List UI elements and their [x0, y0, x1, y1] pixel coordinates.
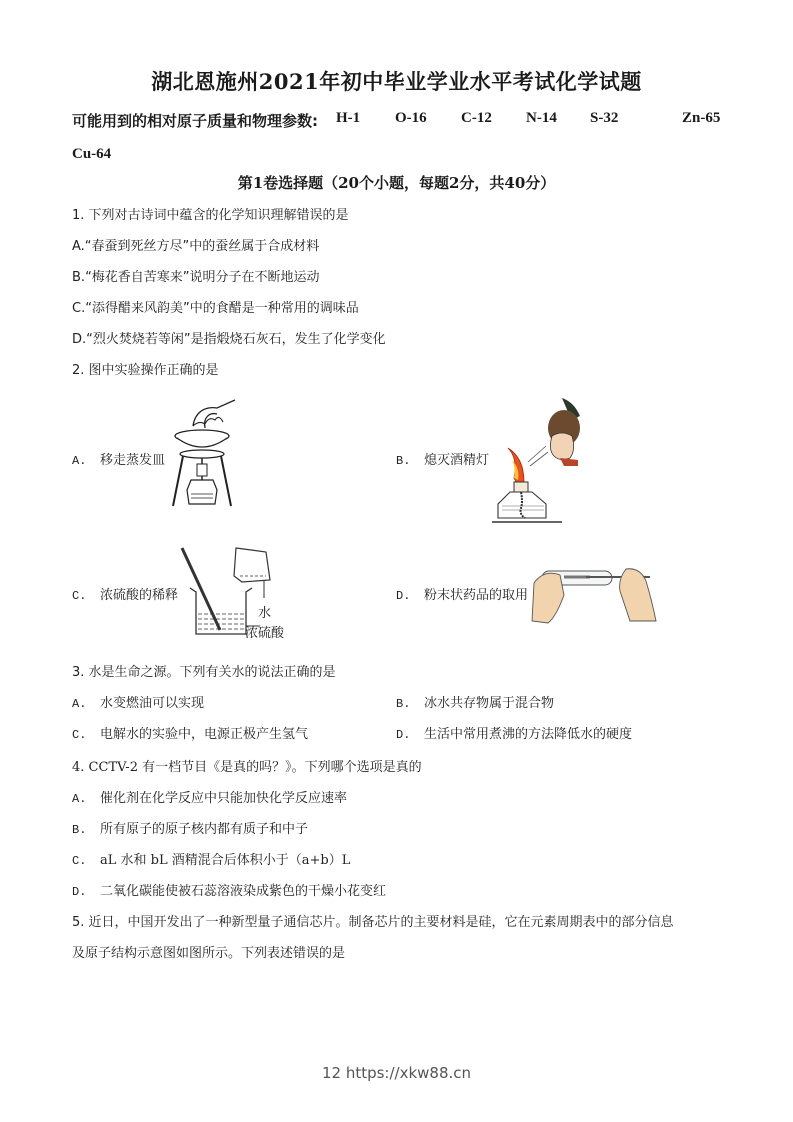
option-label: B.	[396, 697, 411, 711]
option-label: B.	[72, 270, 86, 285]
atomic-mass-parameters	[72, 110, 732, 130]
question-3-option-a	[72, 692, 204, 711]
question-5-stem-line-1	[72, 911, 674, 930]
question-1-stem	[72, 204, 349, 223]
option-label: A.	[72, 454, 87, 468]
option-label: A.	[72, 239, 85, 254]
page-footer: 12 https://xkw88.cn	[321, 1064, 472, 1082]
option-text: 所有原子的原子核内都有质子和中子	[100, 822, 309, 837]
option-text: 浓硫酸的稀释	[100, 588, 179, 603]
question-number: 2.	[72, 363, 85, 378]
question-number: 4.	[72, 760, 85, 775]
mass-o: O-16	[395, 110, 427, 126]
option-label: B.	[396, 454, 411, 468]
evaporating-dish-illustration	[165, 398, 240, 508]
option-text: “春蚕到死丝方尽”中的蚕丝属于合成材料	[84, 239, 320, 254]
option-text: 冰水共存物属于混合物	[424, 696, 555, 711]
option-text: 生活中常用煮沸的方法降低水的硬度	[424, 727, 633, 742]
mass-cu: Cu-64	[72, 146, 112, 162]
option-text: 催化剂在化学反应中只能加快化学反应速率	[100, 791, 348, 806]
question-text: 图中实验操作正确的是	[88, 363, 219, 378]
question-2-option-d	[396, 584, 528, 603]
water-label: 水	[258, 606, 272, 621]
question-3-stem	[72, 661, 336, 680]
option-label: D.	[396, 589, 411, 603]
question-2-option-b	[396, 449, 489, 468]
question-text: 水是生命之源。下列有关水的说法正确的是	[88, 665, 336, 680]
question-1-option-a	[72, 235, 319, 254]
question-2-option-a	[72, 449, 165, 468]
option-text: 电解水的实验中，电源正极产生氢气	[100, 727, 309, 742]
question-3-option-b	[396, 692, 554, 711]
option-text: “烈火焚烧若等闲”是指煅烧石灰石，发生了化学变化	[86, 332, 386, 347]
question-text: 下列对古诗词中蕴含的化学知识理解错误的是	[88, 208, 349, 223]
mass-h: H-1	[336, 110, 361, 126]
question-5-stem-line-2: 及原子结构示意图如图所示。下列表述错误的是	[72, 946, 346, 961]
question-1-option-d	[72, 328, 386, 347]
option-text: “梅花香自苦寒来”说明分子在不断地运动	[85, 270, 320, 285]
option-label: C.	[72, 854, 87, 868]
option-label: A.	[72, 697, 87, 711]
option-label: C.	[72, 589, 87, 603]
question-text: 近日，中国开发出了一种新型量子通信芯片。制备芯片的主要材料是硅，它在元素周期表中的部分信息	[88, 915, 674, 930]
question-3-option-c	[72, 723, 308, 742]
question-1-option-b	[72, 266, 320, 285]
question-3-option-d	[396, 723, 632, 742]
option-text: 二氧化碳能使被石蕊溶液染成紫色的干燥小花变红	[100, 884, 387, 899]
option-text: “添得醋来风韵美”中的食醋是一种常用的调味品	[85, 301, 359, 316]
option-label: C.	[72, 301, 86, 316]
mass-c: C-12	[461, 110, 492, 126]
option-label: C.	[72, 728, 87, 742]
question-4-option-b	[72, 818, 308, 837]
params-label: 可能用到的相对原子质量和物理参数:	[72, 112, 319, 130]
sulfuric-acid-label: 浓硫酸	[245, 626, 285, 641]
option-label: D.	[72, 332, 87, 347]
question-number: 5.	[72, 915, 85, 930]
question-2-option-c	[72, 584, 178, 603]
mass-s: S-32	[590, 110, 619, 126]
question-1-option-c	[72, 297, 359, 316]
option-text: aL 水和 bL 酒精混合后体积小于（a+b）L	[100, 853, 351, 868]
alcohol-lamp-illustration	[492, 396, 592, 526]
section-heading: 第1卷选择题（20个小题，每题2分，共40分）	[237, 174, 556, 192]
mass-n: N-14	[526, 110, 557, 126]
option-label: A.	[72, 792, 87, 806]
option-text: 粉末状药品的取用	[424, 588, 529, 603]
question-number: 3.	[72, 665, 85, 680]
question-4-stem	[72, 756, 422, 775]
powder-test-tube-illustration	[530, 565, 660, 625]
mass-zn: Zn-65	[682, 110, 721, 126]
option-label: D.	[72, 885, 87, 899]
question-4-option-d	[72, 880, 386, 899]
question-4-option-c	[72, 849, 350, 868]
question-4-option-a	[72, 787, 347, 806]
option-text: 水变燃油可以实现	[100, 696, 205, 711]
option-label: B.	[72, 823, 87, 837]
option-text: 移走蒸发皿	[100, 453, 166, 468]
option-text: 熄灭酒精灯	[424, 453, 490, 468]
option-label: D.	[396, 728, 411, 742]
question-number: 1.	[72, 208, 85, 223]
question-2-stem	[72, 359, 219, 378]
document-title: 湖北恩施州2021年初中毕业学业水平考试化学试题	[151, 69, 642, 94]
question-text: CCTV-2 有一档节目《是真的吗？》。下列哪个选项是真的	[88, 760, 422, 775]
